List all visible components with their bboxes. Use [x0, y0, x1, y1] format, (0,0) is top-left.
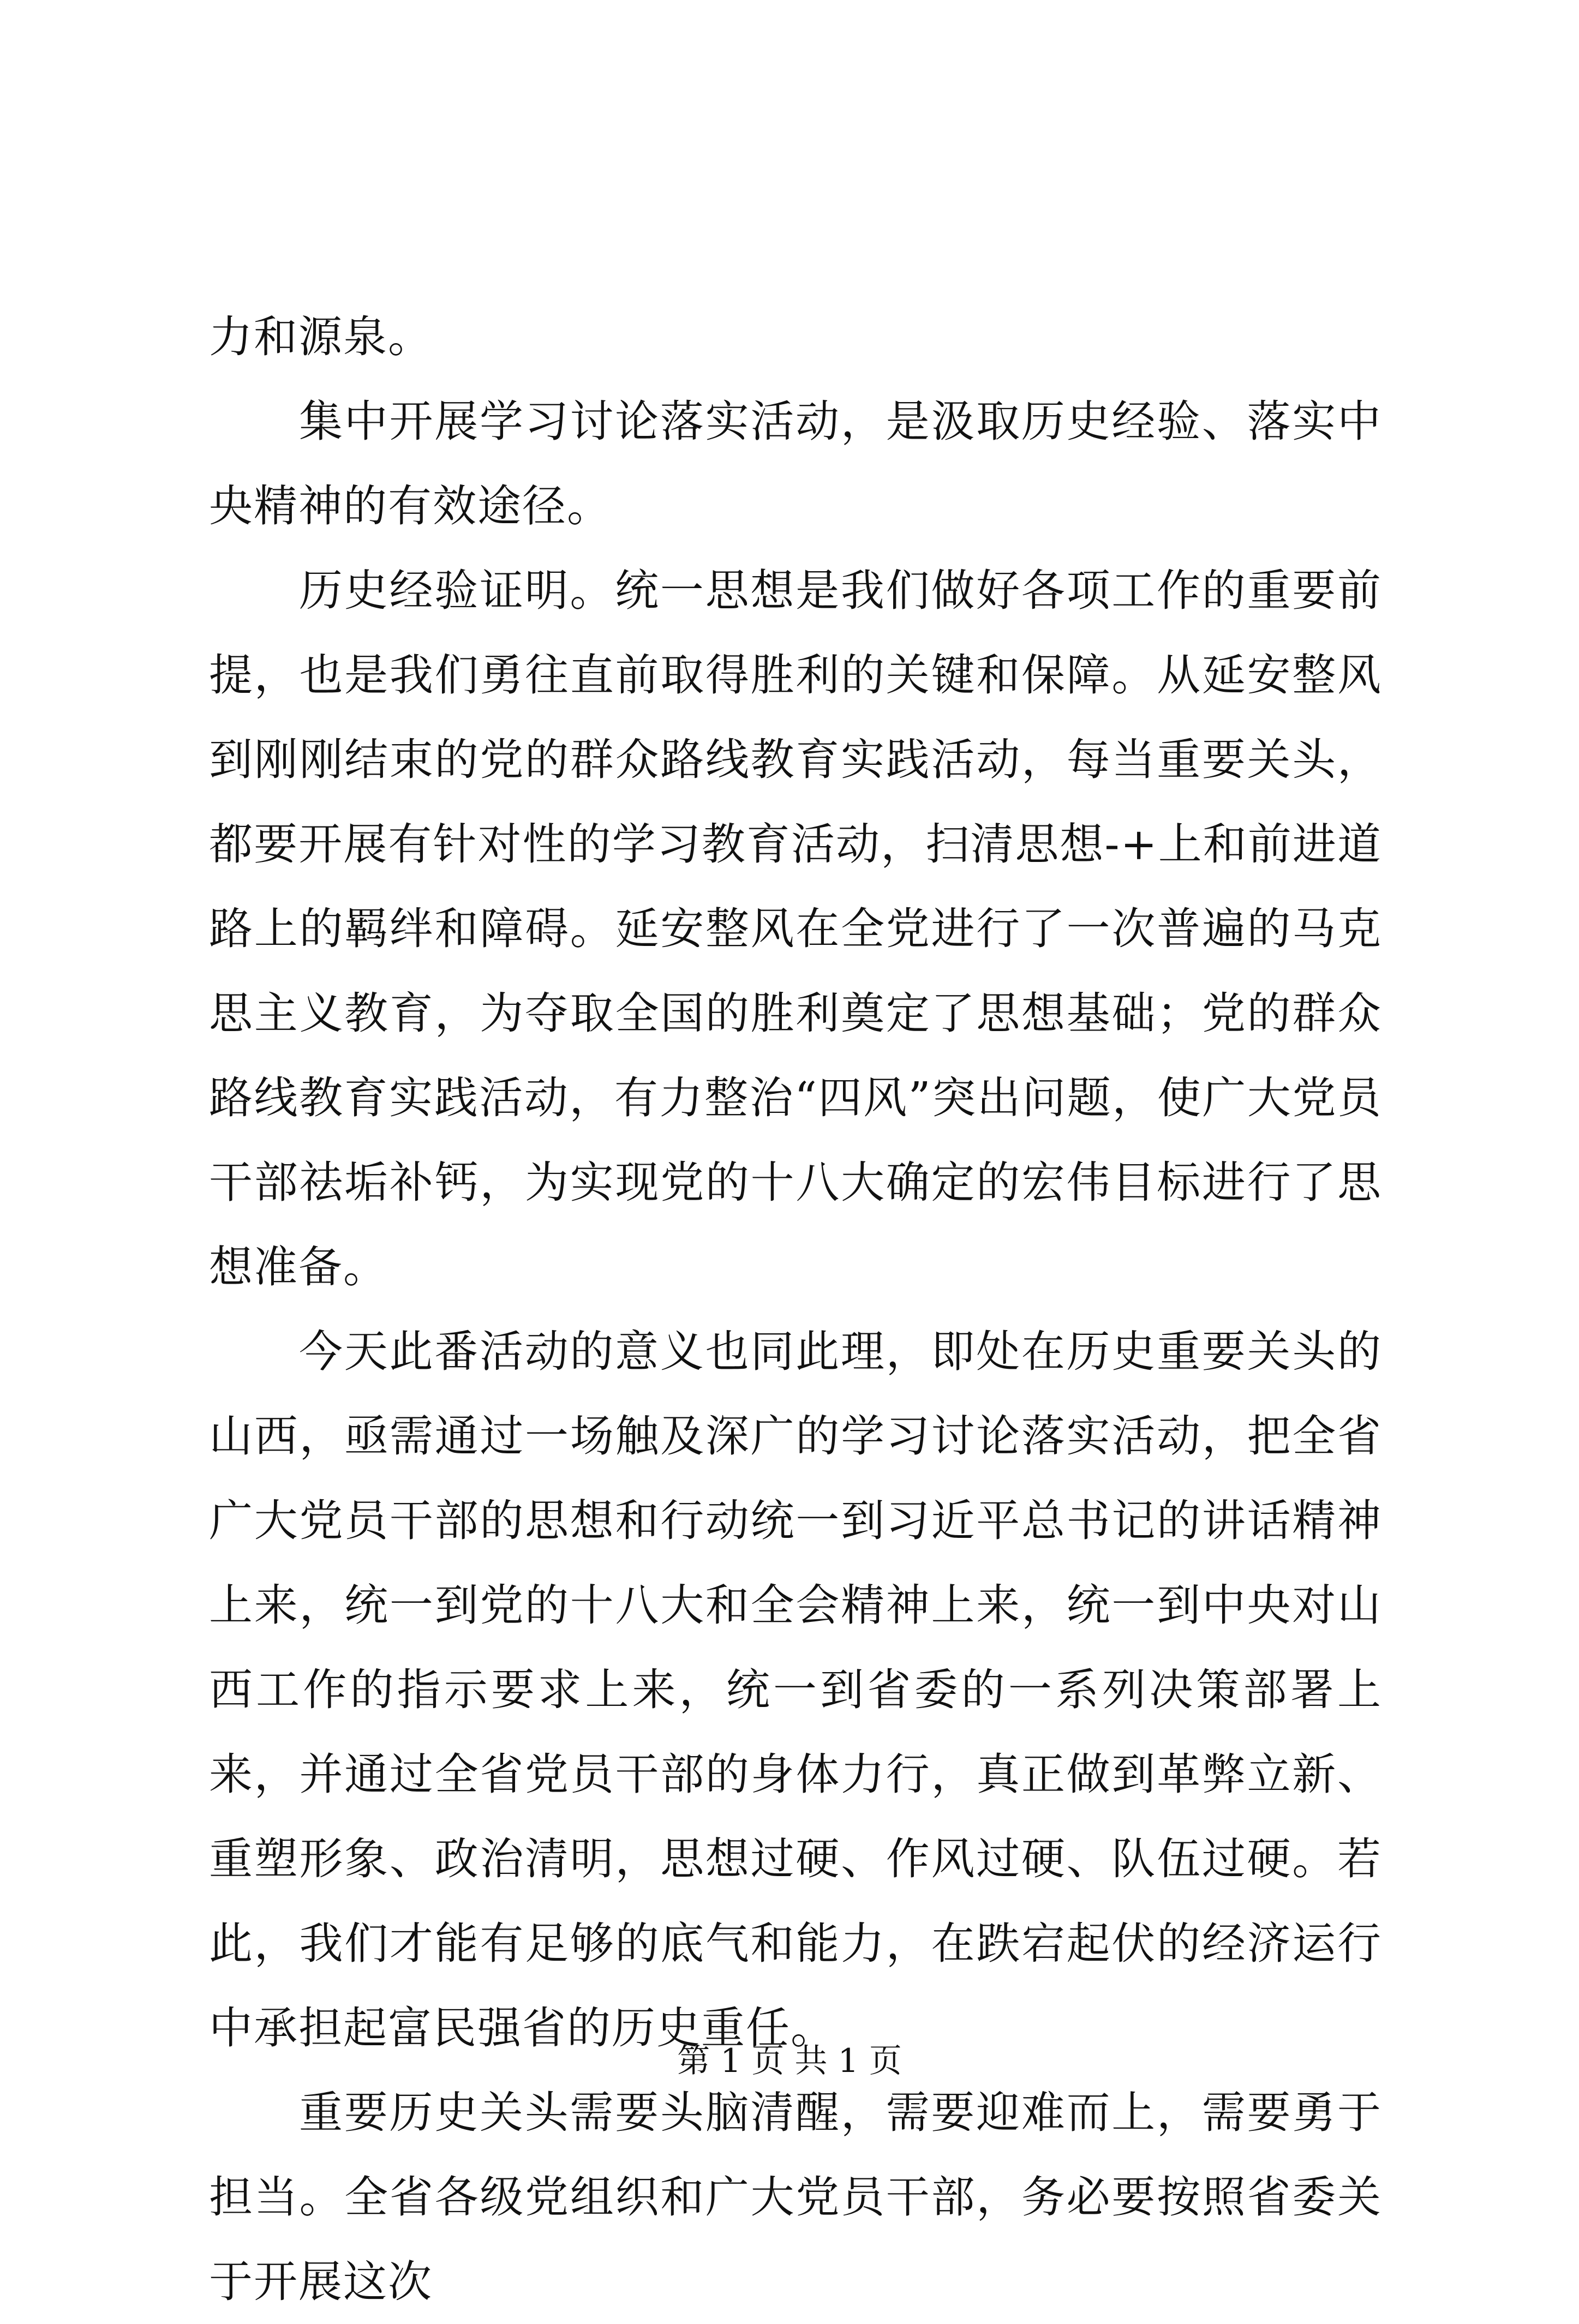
- paragraph-1: 力和源泉。: [209, 312, 433, 362]
- paragraph-2: 集中开展学习讨论落实活动，是汲取历史经验、落实中央精神的有效途径。: [209, 396, 1382, 531]
- paragraph-5: 重要历史关头需要头脑清醒，需要迎难而上，需要勇于担当。全省各级党组织和广大党员干部，务必要按照省委关于开展这次: [209, 2087, 1382, 2307]
- paragraph-4: 今天此番活动的意义也同此理，即处在历史重要关头的山西，亟需通过一场触及深广的学习讨论落实活动，把全省广大党员干部的思想和行动统一到习近平总书记的讲话精神上来，统一到党的十八大和全会精神上来，统一到中央对山西工作的指示要求上来，统一到省委的一系列决策部署上来，并通过全省党员干部的身体力行，真正做到革弊立新、重塑形象、政治清明，思想过硬、作风过硬、队伍过硬。若此，我们才能有足够的底气和能力，在跌宕起伏的经济运行中承担起富民强省的历史重任。: [209, 1326, 1382, 2053]
- paragraph-3: 历史经验证明。统一思想是我们做好各项工作的重要前提，也是我们勇往直前取得胜利的关键和保障。从延安整风到刚刚结束的党的群众路线教育实践活动，每当重要关头，都要开展有针对性的学习教育活动，扫清思想-+上和前进道路上的羁绊和障碍。延安整风在全党进行了一次普遍的马克思主义教育，为夺取全国的胜利奠定了思想基础；党的群众路线教育实践活动，有力整治“四风”突出问题，使广大党员干部祛垢补钙，为实现党的十八大确定的宏伟目标进行了思想准备。: [209, 565, 1382, 1292]
- document-body: [209, 295, 1382, 2324]
- page-footer: 第 1 页 共 1 页: [677, 2042, 902, 2080]
